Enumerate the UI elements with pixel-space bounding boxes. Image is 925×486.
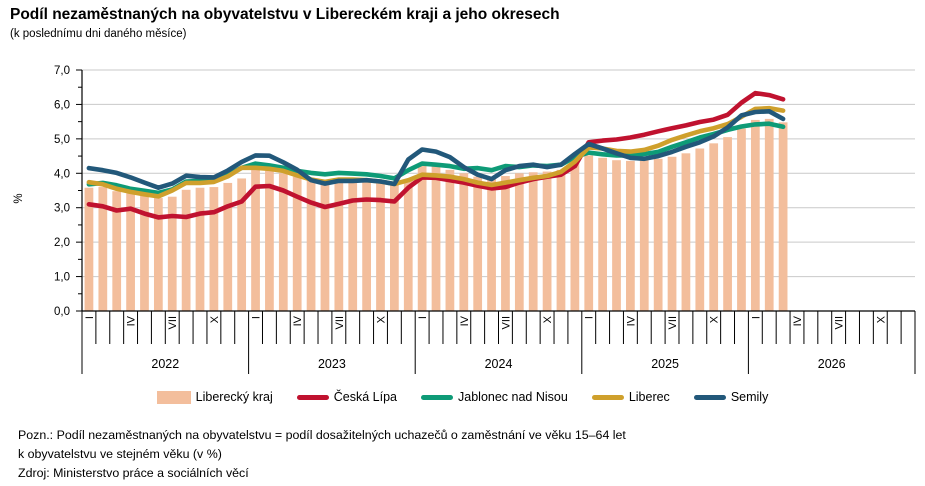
- x-month-tick-label: X: [875, 316, 888, 324]
- bar: [737, 129, 746, 311]
- legend-label: Liberec: [628, 390, 670, 404]
- bar: [640, 160, 649, 311]
- x-month-tick-label: VII: [500, 316, 513, 330]
- bar-swatch-icon: [157, 391, 191, 404]
- x-month-tick-label: I: [417, 316, 430, 320]
- y-tick-label: 3,0: [54, 202, 70, 215]
- x-month-tick-label: VII: [833, 316, 846, 330]
- bar: [501, 176, 510, 311]
- bar: [557, 170, 566, 311]
- bar: [182, 190, 191, 311]
- bar: [751, 120, 760, 311]
- bar: [473, 177, 482, 311]
- bar: [223, 183, 232, 311]
- line-swatch-icon: [297, 395, 329, 400]
- bar: [515, 173, 524, 311]
- x-month-tick-label: IV: [791, 316, 804, 327]
- bar: [723, 137, 732, 311]
- x-year-label: 2024: [484, 357, 513, 371]
- bar: [418, 165, 427, 311]
- x-month-tick-label: VII: [333, 316, 346, 330]
- bar: [196, 188, 205, 311]
- x-year-label: 2022: [151, 357, 180, 371]
- legend-item-liberecky-kraj: [157, 390, 273, 404]
- bar: [626, 161, 635, 311]
- x-month-tick-label: X: [375, 316, 388, 324]
- x-month-tick-label: IV: [125, 316, 138, 327]
- x-month-tick-label: VII: [167, 316, 180, 330]
- x-month-tick-label: X: [542, 316, 555, 324]
- bar: [709, 143, 718, 311]
- line-swatch-icon: [592, 395, 624, 400]
- chart-legend: [0, 390, 925, 404]
- y-tick-label: 5,0: [54, 133, 70, 146]
- bar: [695, 148, 704, 311]
- x-year-label: 2026: [817, 357, 846, 371]
- legend-label: Semily: [730, 390, 769, 404]
- bar: [598, 158, 607, 311]
- line-swatch-icon: [421, 395, 453, 400]
- y-tick-label: 1,0: [54, 271, 70, 284]
- x-year-label: 2023: [317, 357, 346, 371]
- x-month-tick-label: IV: [458, 316, 471, 327]
- legend-item-jablonec: [421, 390, 568, 404]
- source-line: Zdroj: Ministerstvo práce a sociálních věcí: [18, 466, 249, 480]
- bar: [265, 171, 274, 311]
- y-tick-label: 6,0: [54, 99, 70, 112]
- bar: [529, 172, 538, 311]
- legend-label: Česká Lípa: [333, 390, 398, 404]
- y-axis-label: %: [13, 193, 25, 204]
- x-month-tick-label: X: [208, 316, 221, 324]
- legend-item-liberec: [592, 390, 670, 404]
- y-tick-label: 0,0: [54, 306, 70, 318]
- x-month-tick-label: I: [250, 316, 263, 320]
- x-month-tick-label: I: [583, 316, 596, 320]
- bar: [668, 157, 677, 311]
- y-tick-label: 4,0: [54, 168, 70, 181]
- bar: [570, 163, 579, 311]
- chart-canvas: [0, 50, 925, 390]
- bar: [334, 181, 343, 311]
- chart-footnotes: [18, 426, 908, 483]
- bar: [432, 166, 441, 311]
- legend-label: Jablonec nad Nisou: [458, 390, 568, 404]
- bar: [779, 122, 788, 311]
- x-month-tick-label: I: [83, 316, 96, 320]
- bar: [543, 172, 552, 311]
- chart-title: Podíl nezaměstnaných na obyvatelstvu v Libereckém kraji a jeho okresech: [10, 6, 560, 23]
- bar: [612, 160, 621, 311]
- line-swatch-icon: [694, 395, 726, 400]
- x-month-tick-label: IV: [292, 316, 305, 327]
- bar: [404, 180, 413, 311]
- bar: [654, 159, 663, 311]
- bar: [682, 153, 691, 311]
- chart-subtitle: (k poslednímu dni daného měsíce): [10, 28, 187, 40]
- footnote-line-2: k obyvatelstvu ve stejném věku (v %): [18, 447, 222, 461]
- legend-label: Liberecký kraj: [195, 390, 273, 404]
- bar: [487, 178, 496, 311]
- x-month-tick-label: VII: [667, 316, 680, 330]
- bar: [446, 170, 455, 311]
- bar: [584, 155, 593, 311]
- x-month-tick-label: X: [708, 316, 721, 324]
- legend-item-semily: [694, 390, 769, 404]
- legend-item-ceska-lipa: [297, 390, 397, 404]
- bar: [765, 119, 774, 311]
- x-month-tick-label: IV: [625, 316, 638, 327]
- y-tick-label: 7,0: [54, 65, 70, 77]
- bar: [210, 187, 219, 311]
- footnote-line-1: Pozn.: Podíl nezaměstnaných na obyvatelstvu = podíl dosažitelných uchazečů o zaměstnání ve věku 15–64 let: [18, 428, 626, 442]
- x-month-tick-label: I: [750, 316, 763, 320]
- y-tick-label: 2,0: [54, 237, 70, 250]
- bar: [459, 173, 468, 311]
- bar: [321, 183, 330, 311]
- x-year-label: 2025: [651, 357, 680, 371]
